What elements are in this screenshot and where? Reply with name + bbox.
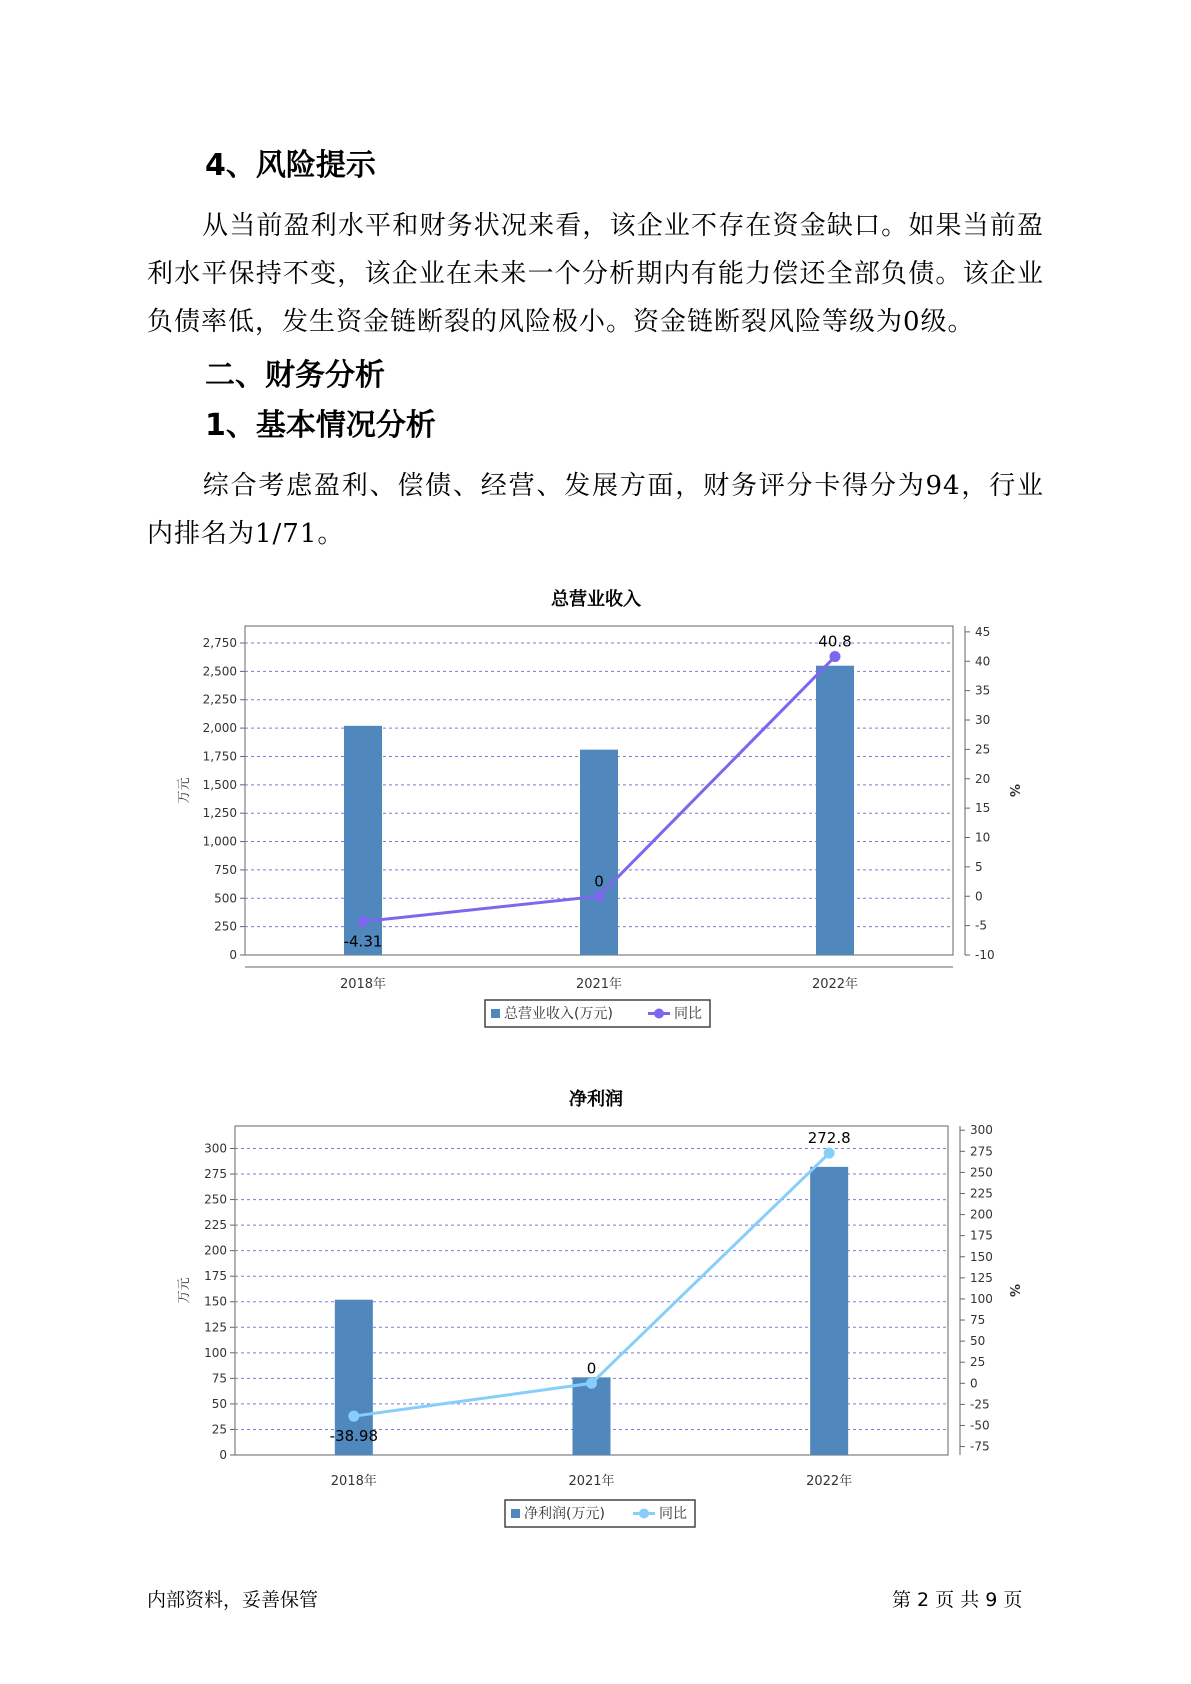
- yoy-data-label: 40.8: [818, 632, 852, 651]
- y2-tick-label: -10: [975, 948, 995, 962]
- x-tick-label: 2021年: [568, 1474, 615, 1489]
- y-tick-label: 50: [211, 1396, 227, 1411]
- bar: [810, 1167, 848, 1455]
- y2-tick-label: -25: [970, 1397, 990, 1412]
- y2-tick-label: -5: [975, 918, 987, 933]
- y2-tick-label: 175: [970, 1228, 993, 1243]
- y2-tick-label: 25: [975, 742, 991, 757]
- y2-tick-label: 125: [970, 1270, 993, 1285]
- yoy-point: [824, 1148, 835, 1159]
- y2-tick-label: 75: [970, 1313, 986, 1328]
- chart-title-revenue: 总营业收入: [551, 589, 641, 610]
- yoy-data-label: 272.8: [807, 1129, 851, 1148]
- y-tick-label: 300: [204, 1141, 227, 1156]
- footer-page-number: 第 2 页 共 9 页: [892, 1589, 1023, 1611]
- y2-tick-label: 50: [970, 1334, 986, 1349]
- section-heading-risk: 4、风险提示: [205, 148, 376, 183]
- legend-line-label: 同比: [674, 1006, 702, 1022]
- y-tick-label: 275: [204, 1167, 227, 1182]
- risk-paragraph-text: 从当前盈利水平和财务状况来看，该企业不存在资金缺口。如果当前盈利水平保持不变，该企业在未来一个分析期内有能力偿还全部负债。该企业负债率低，发生资金链断裂的风险极小。资金链断裂风险等级为0级。: [147, 211, 1044, 337]
- y2-tick-label: 40: [975, 654, 991, 669]
- y2-tick-label: 15: [975, 801, 991, 816]
- y-tick-label: 125: [204, 1320, 227, 1335]
- basic-paragraph-text: 综合考虑盈利、偿债、经营、发展方面，财务评分卡得分为94，行业内排名为1/71。: [147, 471, 1044, 549]
- y-tick-label: 0: [219, 1448, 227, 1462]
- y2-axis-title: %: [1006, 1283, 1021, 1298]
- y2-tick-label: 100: [970, 1291, 993, 1306]
- yoy-data-label: 0: [594, 872, 604, 891]
- y-tick-label: 100: [204, 1345, 227, 1360]
- y-tick-label: 1,250: [202, 806, 237, 821]
- yoy-data-label: 0: [586, 1359, 597, 1378]
- y-tick-label: 2,000: [202, 721, 237, 736]
- y-tick-label: 150: [204, 1294, 227, 1309]
- y-tick-label: 0: [229, 948, 237, 962]
- y2-tick-label: 5: [975, 859, 983, 874]
- legend-bar-swatch: [511, 1509, 520, 1518]
- x-tick-label: 2021年: [575, 977, 623, 992]
- y-tick-label: 250: [204, 1192, 227, 1207]
- y-tick-label: 1,500: [202, 777, 237, 792]
- y-tick-label: 75: [211, 1371, 227, 1386]
- y2-tick-label: 10: [975, 830, 991, 845]
- y-tick-label: 225: [204, 1218, 227, 1233]
- legend-line-label: 同比: [659, 1506, 687, 1522]
- yoy-data-label: -38.98: [329, 1427, 379, 1446]
- y2-tick-label: -75: [970, 1439, 990, 1454]
- x-tick-label: 2022年: [806, 1474, 853, 1489]
- y-tick-label: 2,250: [202, 692, 237, 707]
- y2-axis-title: %: [1006, 783, 1021, 798]
- y2-tick-label: 20: [975, 771, 991, 786]
- y2-tick-label: 35: [975, 683, 991, 698]
- y-tick-label: 2,500: [202, 664, 237, 679]
- y-axis-title: 万元: [177, 777, 192, 804]
- y-tick-label: 1,000: [202, 834, 237, 849]
- y2-tick-label: 45: [975, 624, 991, 639]
- x-tick-label: 2018年: [339, 977, 387, 992]
- x-tick-label: 2022年: [811, 977, 859, 992]
- y2-tick-label: 275: [970, 1144, 993, 1159]
- y2-tick-label: 200: [970, 1207, 993, 1222]
- y2-tick-label: 30: [975, 713, 991, 727]
- chart-title-net-profit: 净利润: [569, 1089, 623, 1110]
- y-tick-label: 250: [214, 919, 237, 934]
- y2-tick-label: 225: [970, 1186, 993, 1201]
- y-tick-label: 750: [214, 862, 237, 877]
- y-tick-label: 25: [211, 1422, 227, 1437]
- yoy-point: [586, 1378, 597, 1389]
- y-axis-title: 万元: [177, 1277, 192, 1304]
- y2-tick-label: 250: [970, 1165, 993, 1180]
- y-tick-label: 500: [214, 891, 237, 906]
- y-tick-label: 1,750: [202, 749, 237, 764]
- legend-bar-label: 净利润(万元): [524, 1506, 605, 1522]
- footer-confidential: 内部资料，妥善保管: [147, 1589, 319, 1611]
- bar: [573, 1377, 611, 1455]
- x-tick-label: 2018年: [330, 1474, 377, 1489]
- y2-tick-label: 25: [970, 1355, 986, 1370]
- y-tick-label: 175: [204, 1269, 227, 1284]
- y-tick-label: 200: [204, 1243, 227, 1258]
- y-tick-label: 2,750: [202, 636, 237, 651]
- section-heading-finance: 二、财务分析: [205, 358, 385, 393]
- legend-bar-label: 总营业收入(万元): [504, 1006, 613, 1022]
- yoy-data-label: -4.31: [343, 932, 383, 951]
- y2-tick-label: 0: [975, 889, 983, 904]
- yoy-point: [348, 1411, 359, 1422]
- y2-tick-label: 150: [970, 1249, 993, 1264]
- subsection-heading-basic: 1、基本情况分析: [205, 408, 436, 443]
- y2-tick-label: 0: [970, 1376, 978, 1391]
- y2-tick-label: -50: [970, 1418, 990, 1433]
- legend-line-marker: [639, 1509, 649, 1519]
- y2-tick-label: 300: [970, 1123, 993, 1138]
